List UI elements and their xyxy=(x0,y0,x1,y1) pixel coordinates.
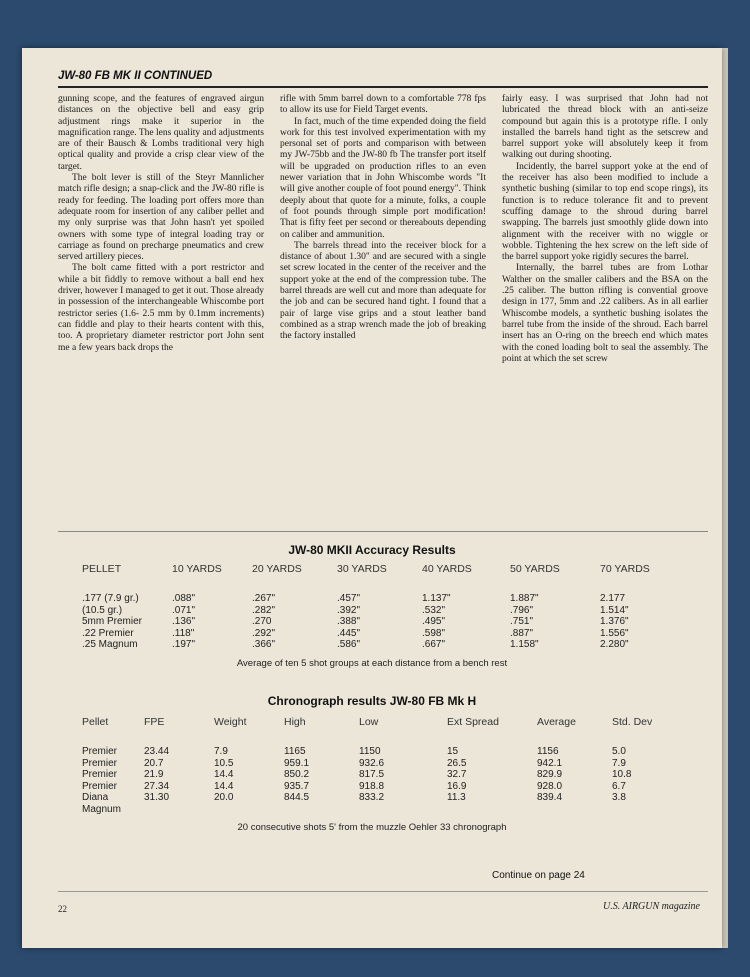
table-cell: 7.9 xyxy=(612,757,626,769)
column-header: FPE xyxy=(144,716,165,728)
table-cell: 2.280" xyxy=(600,639,629,650)
table-cell: .598" xyxy=(422,627,446,639)
table-cell: .25 Magnum xyxy=(82,639,138,650)
accuracy-row xyxy=(82,639,682,651)
table-cell: .388" xyxy=(337,616,361,627)
column-header: 70 YARDS xyxy=(600,563,650,575)
column-header: Ext Spread xyxy=(447,716,499,728)
chronograph-row xyxy=(82,781,682,793)
chronograph-table xyxy=(82,716,682,815)
paragraph: rifle with 5mm barrel down to a comfortable 778 fps to allow its use for Field Target events. xyxy=(280,94,486,116)
table-cell: 10.8 xyxy=(612,769,632,780)
accuracy-row xyxy=(82,628,682,640)
table-cell: 2.177 xyxy=(600,593,626,604)
table-cell: 942.1 xyxy=(537,757,563,769)
table-cell: 27.34 xyxy=(144,780,170,792)
table-cell: 1.158" xyxy=(510,639,539,650)
chronograph-row xyxy=(82,769,682,781)
table-cell: 935.7 xyxy=(284,780,310,792)
column-header: 10 YARDS xyxy=(172,563,222,575)
accuracy-row xyxy=(82,616,682,628)
table-cell: 932.6 xyxy=(359,757,385,769)
table-cell: .267" xyxy=(252,593,276,604)
chronograph-row xyxy=(82,758,682,770)
magazine-name: U.S. AIRGUN magazine xyxy=(602,901,700,912)
table-cell: .197" xyxy=(172,639,196,650)
table-cell: .136" xyxy=(172,616,196,627)
table-cell: .445" xyxy=(337,627,361,639)
table-cell: 20.7 xyxy=(144,757,164,769)
table-cell: 10.5 xyxy=(214,757,234,769)
table-cell: 23.44 xyxy=(144,746,170,757)
footer-rule xyxy=(58,891,708,892)
paragraph: The bolt lever is still of the Steyr Mannlicher match rifle design; a snap-click and the JW-80 rifle is ready for feeding. The loading port offers more than adequate room for insertion of any caliber pellet and my only surprise was that John hasn't yet spoiled owners with some type of integral loading tray or carriage as found on precharge pneumatics and crew served artillery pieces. xyxy=(58,173,264,263)
table-cell: 959.1 xyxy=(284,757,310,769)
table-cell: .457" xyxy=(337,593,361,604)
table-cell: 1.556" xyxy=(600,627,629,639)
column-header: Std. Dev xyxy=(612,716,653,728)
accuracy-table-title: JW-80 MKII Accuracy Results xyxy=(288,543,456,557)
table-cell: .796" xyxy=(510,604,534,616)
table-cell: 844.5 xyxy=(284,792,310,803)
table-cell: 817.5 xyxy=(359,769,385,780)
column-header: 50 YARDS xyxy=(510,563,560,575)
header-rule xyxy=(58,86,708,88)
table-cell: .088" xyxy=(172,593,196,604)
paragraph: In fact, much of the time expended doing the field work for this test involved experimentation with my personal set of ports and comparison with between my JW-75bb and the JW-80 fb The transfer port itself will be upgraded on production rifles to an even newer variation that in John Whiscombe words "It will give another couple of foot pound energy". Think deeply about that quote for a minute, folks, a couple of foot pounds through simple port modification! That is fifty feet per second or thereabouts depending on caliber and ammunition. xyxy=(280,116,486,240)
table-cell: 20.0 xyxy=(214,792,234,803)
table-cell: 31.30 xyxy=(144,792,170,803)
table-cell: .270 xyxy=(252,616,272,627)
table-cell: 14.4 xyxy=(214,769,234,780)
table-cell: 14.4 xyxy=(214,780,234,792)
article-body xyxy=(58,94,708,520)
table-cell: 829.9 xyxy=(537,769,563,780)
table-cell: 32.7 xyxy=(447,769,467,780)
paragraph: The bolt came fitted with a port restrictor and while a bit fiddly to remove without a ball end hex driver, however I managed to get it out. Those already in possession of the interchangeable Whiscombe port restrictor series (1.6- 2.5 mm by 0.1mm increments) can fiddle and play to their hearts content with this, too. A proprietary diameter restrictor port John sent me a few years back drops the xyxy=(58,263,264,353)
table-cell: 1.137" xyxy=(422,593,451,604)
table-cell: .366" xyxy=(252,639,276,650)
page-number: 22 xyxy=(58,904,67,914)
table-cell: Premier xyxy=(82,780,118,792)
table-cell: 5mm Premier xyxy=(82,616,143,627)
column-header: 30 YARDS xyxy=(337,563,387,575)
table-cell: 7.9 xyxy=(214,746,228,757)
table-cell: 21.9 xyxy=(144,769,164,780)
table-cell: .586" xyxy=(337,639,361,650)
table-cell: 5.0 xyxy=(612,746,626,757)
accuracy-row xyxy=(82,605,682,617)
table-cell: .532" xyxy=(422,604,446,616)
table-cell: .22 Premier xyxy=(82,627,134,639)
paragraph: The barrels thread into the receiver block for a distance of about 1.30" and are secured with a single set screw located in the center of the receiver and the support yoke at the end of the compression tube. The barrel threads are well cut and more than adequate for the job and can be secured hand tight. I found that a pair of large vise grips and a stout leather band combined as a strap wrench made the job of breaking the factory installed xyxy=(280,240,486,342)
table-cell: 1156 xyxy=(537,746,559,757)
table-cell: Premier xyxy=(82,769,118,780)
table-cell: 3.8 xyxy=(612,792,626,803)
chrono-table-title: Chronograph results JW-80 FB Mk H xyxy=(267,694,477,708)
table-cell: .887" xyxy=(510,627,534,639)
column-header: Average xyxy=(537,716,576,728)
table-cell: 833.2 xyxy=(359,792,385,803)
table-cell: .495" xyxy=(422,616,446,627)
table-cell: 1.376" xyxy=(600,616,629,627)
article-column-3 xyxy=(502,94,708,520)
table-cell: 1150 xyxy=(359,746,381,757)
paragraph: fairly easy. I was surprised that John had not lubricated the thread block with an anti-seize compound but again this is a prototype rifle. I only installed the barrels hand tight as the setscrew and barrel support yoke will absolutely keep it from walking out during shooting. xyxy=(502,94,708,161)
column-header: Low xyxy=(359,716,379,728)
chronograph-row xyxy=(82,746,682,758)
column-header: 40 YARDS xyxy=(422,563,472,575)
page-header-title: JW-80 FB MK II CONTINUED xyxy=(58,70,213,82)
chrono-caption: 20 consecutive shots 5' from the muzzle Oehler 33 chronograph xyxy=(237,822,507,833)
table-cell: 839.4 xyxy=(537,792,563,803)
table-cell: 6.7 xyxy=(612,780,626,792)
table-cell: .667" xyxy=(422,639,446,650)
article-column-1 xyxy=(58,94,264,520)
table-cell: Premier xyxy=(82,757,118,769)
table-cell: Diana Magnum xyxy=(82,792,121,815)
table-cell: .118" xyxy=(172,627,195,639)
table-cell: 11.3 xyxy=(447,792,466,803)
paragraph: gunning scope, and the features of engraved airgun distances on the objective bell and easy grip adjustment rings make it superior in the magnification range. The lens quality and adjustments are of their Bausch & Lombs traditional very high optical quality and provide a crisp clear view of the target. xyxy=(58,94,264,172)
continue-note: Continue on page 24 xyxy=(492,870,585,881)
table-cell: 26.5 xyxy=(447,757,467,769)
table-cell: Premier xyxy=(82,746,118,757)
column-header: 20 YARDS xyxy=(252,563,302,575)
table-cell: 15 xyxy=(447,746,459,757)
table-cell: 1165 xyxy=(284,746,306,757)
article-column-2 xyxy=(280,94,486,520)
table-cell: 850.2 xyxy=(284,769,310,780)
table-cell: 16.9 xyxy=(447,780,467,792)
table-cell: .392" xyxy=(337,604,361,616)
table-cell: .292" xyxy=(252,627,276,639)
accuracy-row xyxy=(82,593,682,605)
accuracy-table xyxy=(82,563,682,651)
paragraph: Internally, the barrel tubes are from Lothar Walther on the smaller calibers and the BSA on the .25 caliber. The button rifling is convential groove design in 177, 5mm and .22 calibers. As in all earlier Whiscombe models, a synthetic bushing isolates the barrel tube from the inside of the shroud. Each barrel insert has an O-ring on the breech end which mates with the coned loading bolt to seal the assembly. The point at which the set screw xyxy=(502,263,708,364)
table-cell: 928.0 xyxy=(537,780,563,792)
paragraph: Incidently, the barrel support yoke at the end of the receiver has also been modified to include a synthetic bushing (similar to top end scope rings), its function is to reduce tolerance fit and to prevent scuffing damage to the shroud during barrel swapping. The barrels just smoothly glide down into alignment with the receiver with no wiggle or wobble. Tightening the hex screw on the left side of the barrel support yoke rigidly secures the barrel. xyxy=(502,161,708,263)
column-header: Weight xyxy=(214,716,247,728)
table-cell: .282" xyxy=(252,604,276,616)
accuracy-caption: Average of ten 5 shot groups at each distance from a bench rest xyxy=(236,658,508,669)
table-cell: .177 (7.9 gr.) xyxy=(82,593,139,604)
column-header: High xyxy=(284,716,306,728)
column-header: Pellet xyxy=(82,716,109,728)
section-divider xyxy=(58,531,708,532)
chronograph-row xyxy=(82,792,682,815)
table-cell: (10.5 gr.) xyxy=(82,604,123,616)
column-header: PELLET xyxy=(82,563,122,575)
table-cell: .071" xyxy=(172,604,196,616)
table-cell: .751" xyxy=(510,616,534,627)
table-cell: 918.8 xyxy=(359,780,385,792)
magazine-page xyxy=(22,48,722,948)
table-cell: 1.887" xyxy=(510,593,539,604)
table-cell: 1.514" xyxy=(600,604,629,616)
